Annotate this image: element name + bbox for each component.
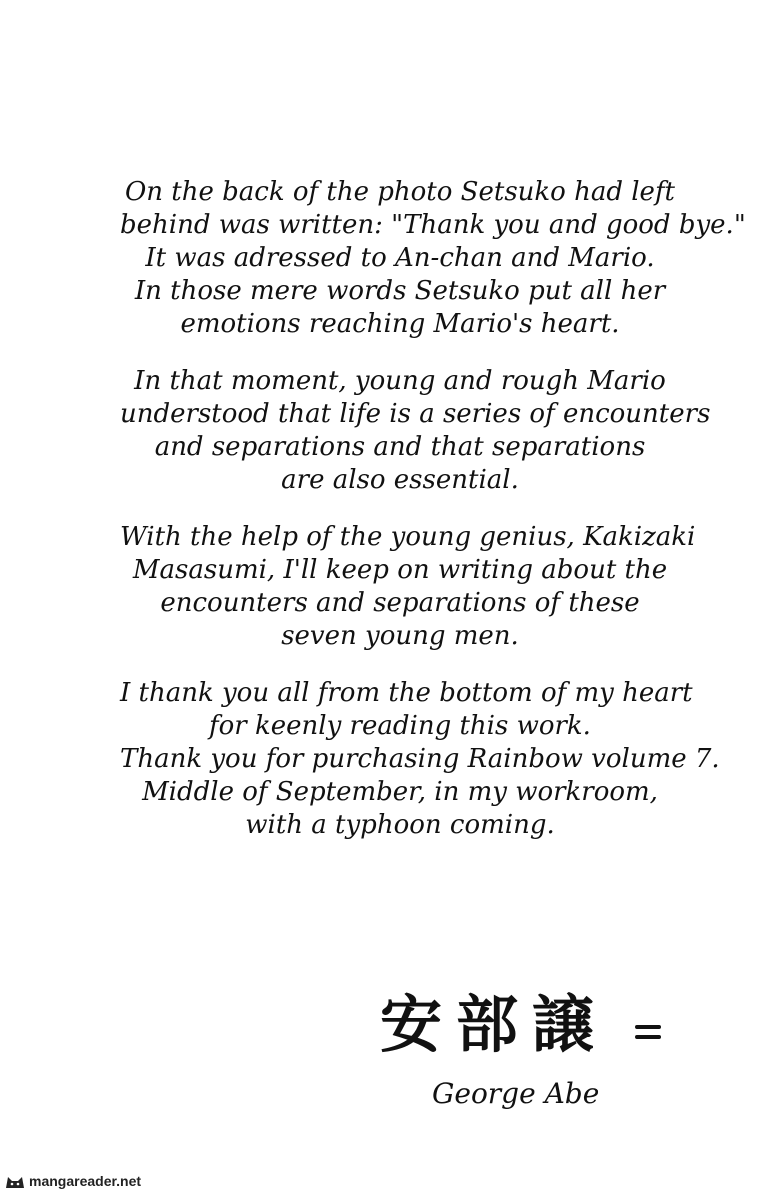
text-line: with a typhoon coming. [245, 810, 555, 840]
text-line: Middle of September, in my workroom, [142, 777, 658, 807]
text-line: and separations and that separations [154, 432, 646, 462]
text-line: seven young men. [281, 621, 519, 651]
author-signature [380, 985, 680, 1125]
site-watermark [4, 1170, 141, 1192]
paragraph-2 [120, 365, 711, 497]
cat-logo-icon [4, 1172, 26, 1190]
author-name: George Abe [432, 1077, 600, 1110]
text-line: I thank you all from the bottom of my heart [120, 678, 693, 708]
paragraph-1 [120, 176, 746, 341]
text-line: Thank you for purchasing Rainbow volume 7. [120, 744, 720, 774]
text-line: In that moment, young and rough Mario [134, 366, 666, 396]
text-line: With the help of the young genius, Kakizaki [120, 522, 696, 552]
text-line: behind was written: "Thank you and good bye." [120, 210, 746, 240]
text-line: It was adressed to An-chan and Mario. [145, 243, 655, 273]
text-line: are also essential. [281, 465, 519, 495]
text-line: Masasumi, I'll keep on writing about the [132, 555, 668, 585]
text-line: On the back of the photo Setsuko had left [124, 177, 676, 207]
text-line: emotions reaching Mario's heart. [180, 309, 620, 339]
watermark-text: mangareader.net [29, 1173, 142, 1189]
afterword-text [120, 176, 746, 866]
signature-flourish [635, 1025, 661, 1041]
text-line: understood that life is a series of encounters [120, 399, 711, 429]
signature-kanji: 安部譲 [380, 988, 609, 1061]
text-line: for keenly reading this work. [209, 711, 591, 741]
paragraph-3 [120, 521, 696, 653]
text-line: encounters and separations of these [160, 588, 640, 618]
text-line: In those mere words Setsuko put all her [134, 276, 666, 306]
paragraph-4 [120, 677, 720, 842]
